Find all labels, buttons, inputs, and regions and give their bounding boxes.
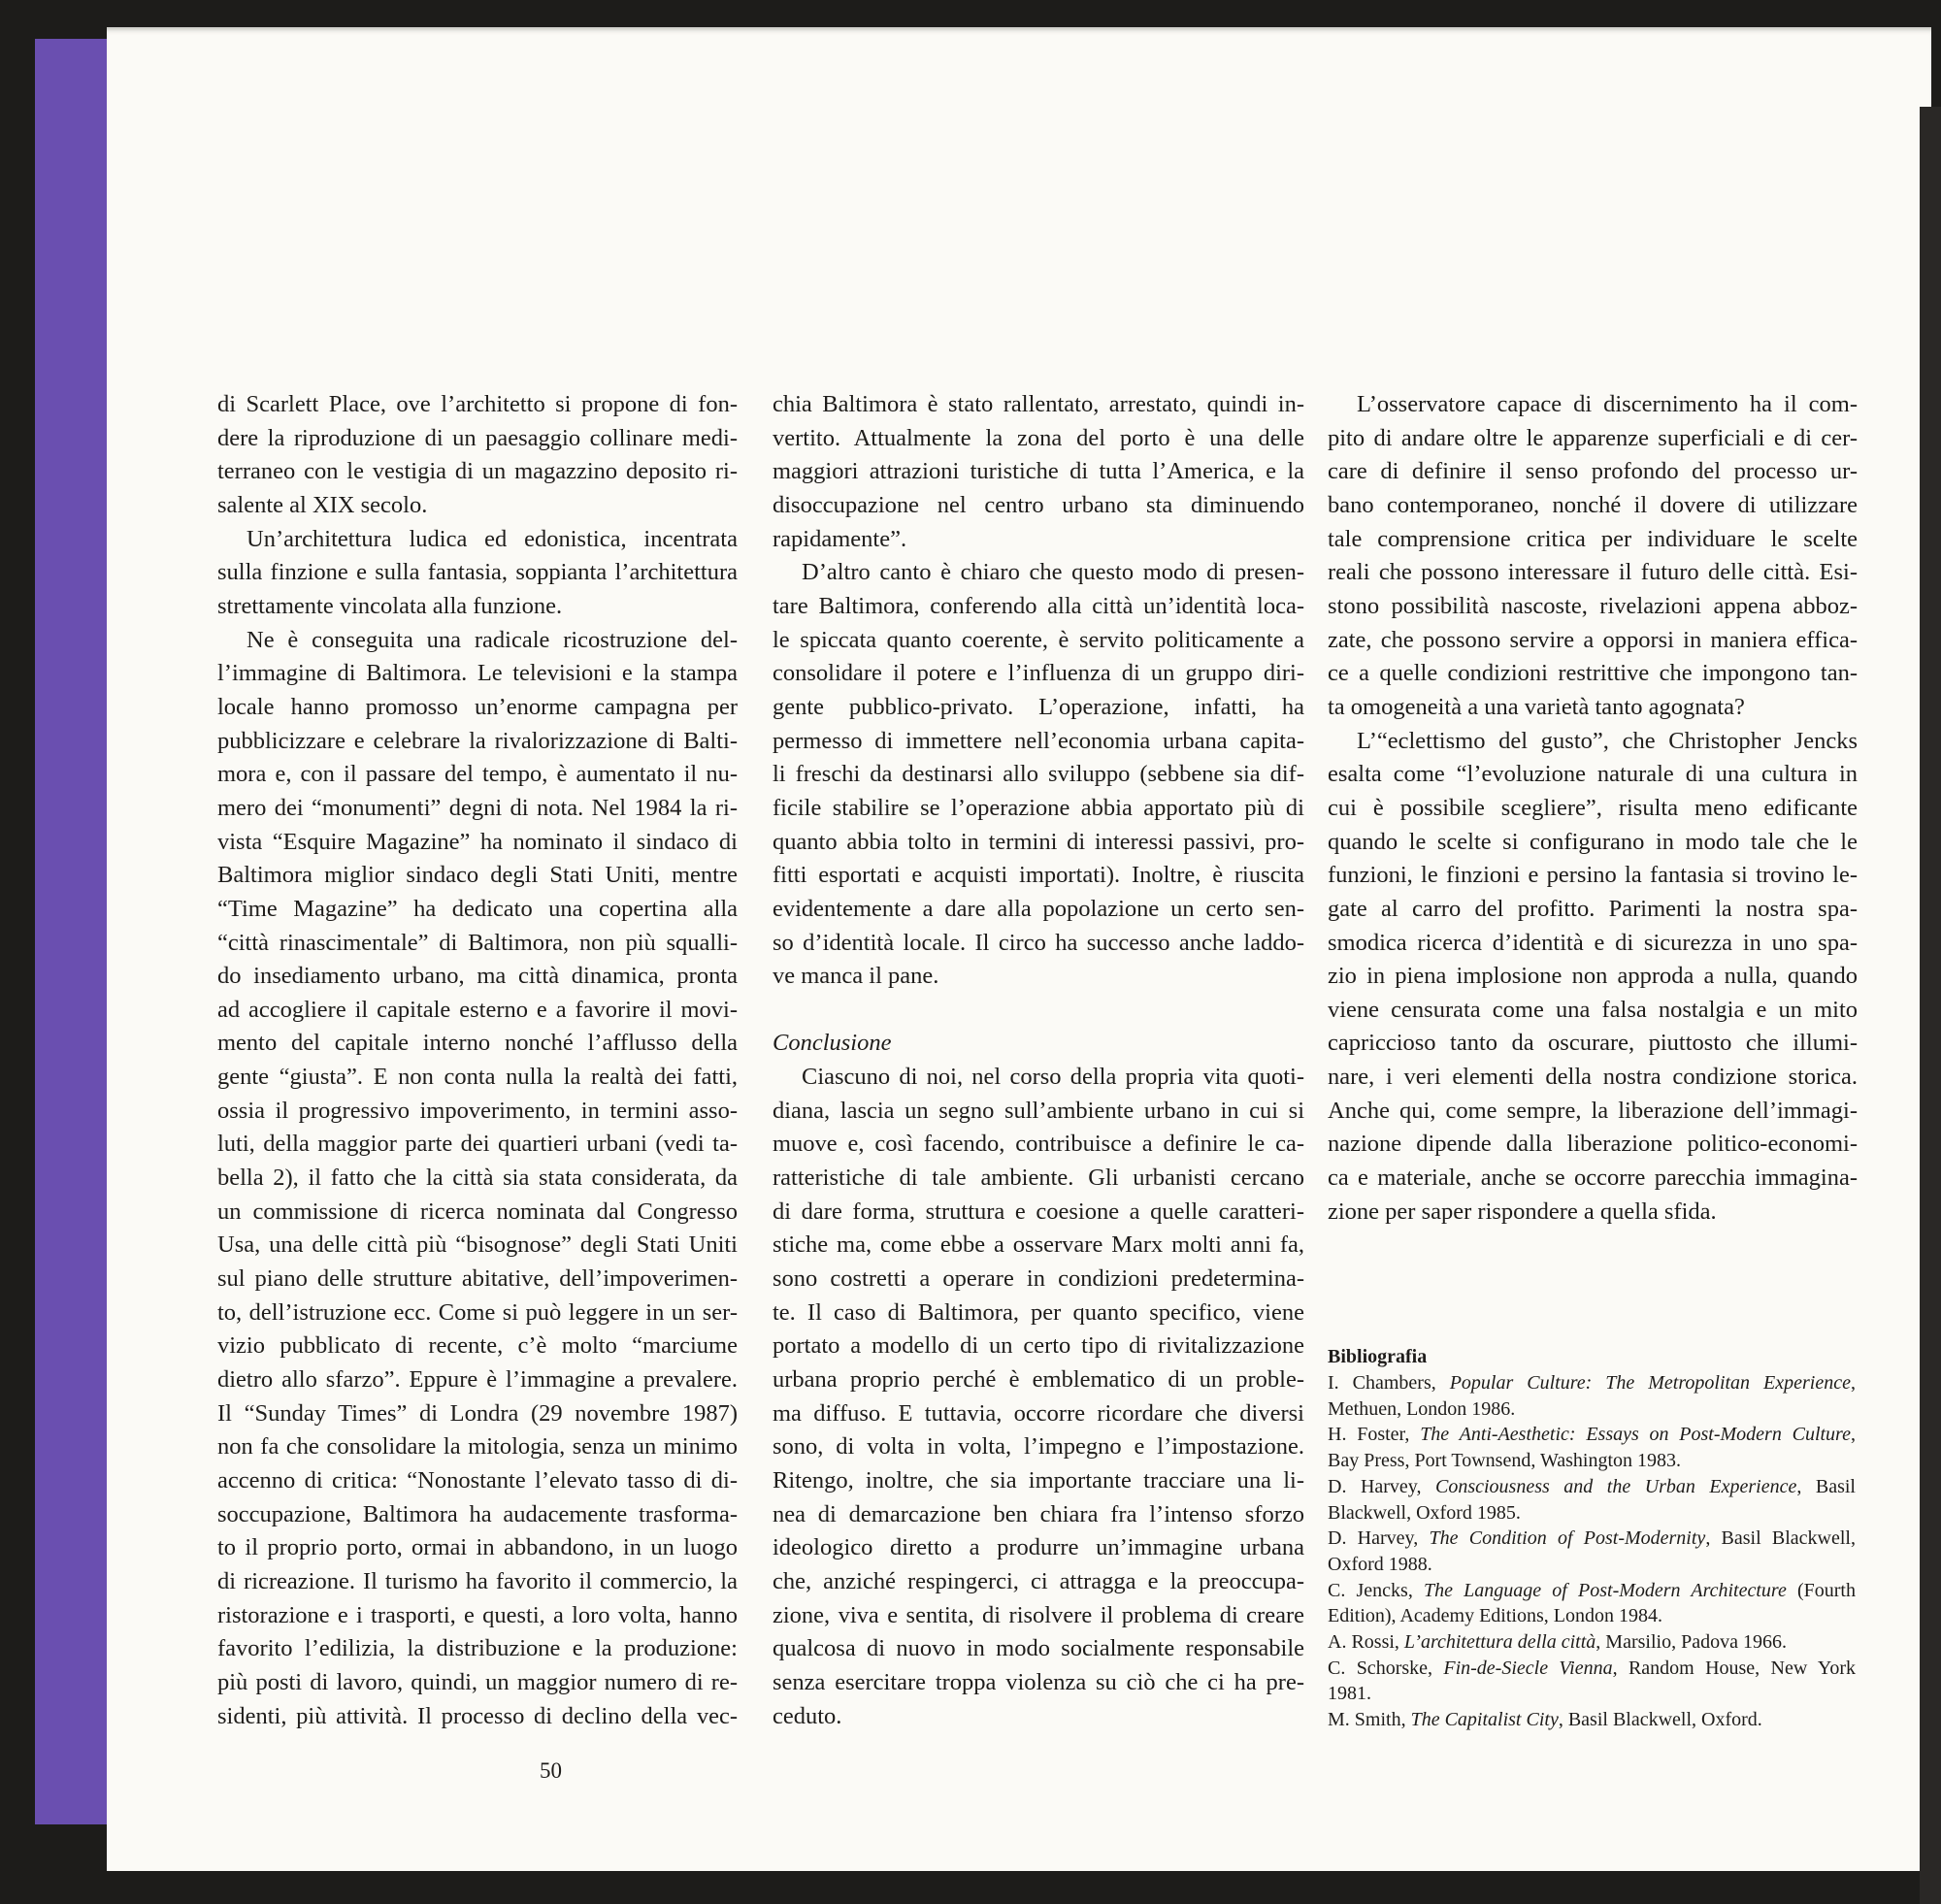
bibliography-line <box>1328 1681 1856 1707</box>
citation-text: (Fourth <box>1786 1579 1856 1601</box>
text-line: ad accogliere il capitale esterno e a favorire il movi- <box>217 996 738 1023</box>
book-title: Popular Culture: The Metropolitan Experience <box>1449 1372 1851 1394</box>
text-line: funzioni, le finzioni e persino la fantasia si trovino le- <box>1328 862 1858 889</box>
text-line: Baltimora miglior sindaco degli Stati Uniti, mentre <box>217 862 738 889</box>
text-line: gente pubblico-privato. L’operazione, infatti, ha <box>773 693 1304 720</box>
text-line: vista “Esquire Magazine” ha nominato il sindaco di <box>217 828 738 855</box>
text-line: sono, di volta in volta, l’impegno e l’impostazione. <box>773 1433 1304 1461</box>
text-line: Usa, una delle città più “bisognose” degli Stati Uniti <box>217 1231 738 1259</box>
text-line: mento del capitale interno nonché l’afflusso della <box>217 1030 738 1057</box>
citation-text: A. Rossi, <box>1328 1631 1404 1654</box>
text-line: nea di demarcazione ben chiara fra l’intenso sforzo <box>773 1500 1304 1527</box>
text-line: evidentemente a dare alla popolazione un certo sen- <box>773 895 1304 922</box>
citation-text: , Random House, New York <box>1612 1657 1856 1679</box>
text-line: muove e, così facendo, contribuisce a definire le ca- <box>773 1131 1304 1158</box>
text-line: gate al carro del profitto. Parimenti la nostra spa- <box>1328 895 1858 922</box>
text-line: zione, viva e sentita, di risolvere il problema di creare <box>773 1601 1304 1628</box>
text-line: di dare forma, struttura e coesione a quelle caratteri- <box>773 1198 1304 1225</box>
text-line: qualcosa di nuovo in modo socialmente responsabile <box>773 1635 1304 1662</box>
text-line: pubblicizzare e celebrare la rivalorizzazione di Balti- <box>217 727 738 754</box>
citation-text: , Basil Blackwell, Oxford. <box>1558 1709 1762 1731</box>
bibliography-line <box>1328 1422 1856 1448</box>
citation-text: , Basil <box>1796 1475 1856 1497</box>
text-line: gente “giusta”. E non conta nulla la realtà dei fatti, <box>217 1064 738 1091</box>
text-line: vizio pubblicato di recente, c’è molto “marciume <box>217 1332 738 1360</box>
bibliography-line <box>1328 1448 1856 1474</box>
text-line: “Time Magazine” ha dedicato una copertina alla <box>217 895 738 922</box>
text-line: tale comprensione critica per individuare le scelte <box>1328 525 1858 552</box>
text-line: to, dell’istruzione ecc. Come si può leggere in un ser- <box>217 1298 738 1326</box>
text-line: di ricreazione. Il turismo ha favorito il commercio, la <box>217 1567 738 1594</box>
text-line: Ne è conseguita una radicale ricostruzione del- <box>247 626 738 653</box>
text-line: te. Il caso di Baltimora, per quanto specifico, viene <box>773 1298 1304 1326</box>
text-line: bano contemporaneo, nonché il dovere di utilizzare <box>1328 491 1858 518</box>
citation-text: Bay Press, Port Townsend, Washington 1983. <box>1328 1450 1682 1472</box>
section-heading: Conclusione <box>773 1030 892 1057</box>
citation-text: H. Foster, <box>1328 1424 1421 1446</box>
text-line: chia Baltimora è stato rallentato, arrestato, quindi in- <box>773 391 1304 417</box>
text-line: L’“eclettismo del gusto”, che Christopher Jencks <box>1357 727 1858 754</box>
text-line: Anche qui, come sempre, la liberazione dell’immagi- <box>1328 1097 1858 1124</box>
bibliography-line <box>1328 1578 1856 1604</box>
text-line: diana, lascia un segno sull’ambiente urbano in cui si <box>773 1097 1304 1124</box>
text-line: stiche ma, come ebbe a osservare Marx molti anni fa, <box>773 1231 1304 1259</box>
text-line: bella 2), il fatto che la città sia stata considerata, da <box>217 1165 738 1192</box>
text-line: locale hanno promosso un’enorme campagna per <box>217 693 738 720</box>
text-line: Il “Sunday Times” di Londra (29 novembre 1987) <box>217 1399 738 1427</box>
text-line: favorito l’edilizia, la distribuzione e la produzione: <box>217 1635 738 1662</box>
citation-text: , Basil Blackwell, <box>1705 1527 1856 1550</box>
text-line: luti, della maggior parte dei quartieri urbani (vedi ta- <box>217 1131 738 1158</box>
text-line: zione per saper rispondere a quella sfida. <box>1328 1198 1717 1225</box>
bibliography-line <box>1328 1526 1856 1552</box>
text-line: Ciascuno di noi, nel corso della propria vita quoti- <box>802 1064 1304 1091</box>
book-spine-shadow <box>1920 107 1941 1904</box>
text-line: li freschi da destinarsi allo sviluppo (sebbene sia dif- <box>773 761 1304 788</box>
text-column-2 <box>773 388 1304 1733</box>
text-line: senza esercitare troppa violenza su ciò che ci ha pre- <box>773 1668 1304 1695</box>
citation-text: Oxford 1988. <box>1328 1553 1432 1575</box>
text-line: ta omogeneità a una varietà tanto agognata? <box>1328 693 1745 720</box>
text-line: Ritengo, inoltre, che sia importante tracciare una li- <box>773 1467 1304 1494</box>
citation-text: D. Harvey, <box>1328 1475 1435 1497</box>
book-title: The Condition of Post-Modernity <box>1429 1527 1706 1550</box>
text-line: pito di andare oltre le apparenze superficiali e di cer- <box>1328 424 1858 451</box>
text-line: disoccupazione nel centro urbano sta diminuendo <box>773 491 1304 518</box>
text-line: soccupazione, Baltimora ha audacemente trasforma- <box>217 1500 738 1527</box>
citation-text: , <box>1850 1372 1856 1394</box>
text-line: tare Baltimora, conferendo alla città un’identità loca- <box>773 592 1304 619</box>
book-title: The Language of Post-Modern Architecture <box>1423 1579 1787 1601</box>
text-line: Un’architettura ludica ed edonistica, incentrata <box>247 525 738 552</box>
citation-text: C. Schorske, <box>1328 1657 1444 1679</box>
text-line: ve manca il pane. <box>773 963 939 990</box>
text-line: L’osservatore capace di discernimento ha il com- <box>1357 391 1858 417</box>
text-line: viene censurata come una falsa nostalgia e un mito <box>1328 996 1858 1023</box>
text-line: ratteristiche di tale ambiente. Gli urbanisti cercano <box>773 1165 1304 1192</box>
text-line: so d’identità locale. Il circo ha successo anche laddo- <box>773 929 1304 956</box>
text-line: mero dei “monumenti” degni di nota. Nel 1984 la ri- <box>217 794 738 821</box>
bibliography-line <box>1328 1656 1856 1682</box>
text-line: ca e materiale, anche se occorre parecchia immagina- <box>1328 1165 1858 1192</box>
bibliography-heading: Bibliografia <box>1328 1346 1428 1367</box>
text-line: quando le scelte si configurano in modo tale che le <box>1328 828 1858 855</box>
text-line: ristorazione e i trasporti, e questi, a loro volta, hanno <box>217 1601 738 1628</box>
book-title: The Capitalist City <box>1410 1709 1559 1731</box>
citation-text: Edition), Academy Editions, London 1984. <box>1328 1605 1662 1627</box>
text-line: capriccioso tanto da oscurare, piuttosto che illumi- <box>1328 1030 1858 1057</box>
bibliography-line <box>1328 1474 1856 1500</box>
bibliography <box>1328 1344 1856 1733</box>
text-line: ceduto. <box>773 1702 842 1729</box>
citation-text: Methuen, London 1986. <box>1328 1397 1516 1420</box>
citation-text: D. Harvey, <box>1328 1527 1430 1550</box>
text-line: “città rinascimentale” di Baltimora, non più squalli- <box>217 929 738 956</box>
text-line: ficile stabilire se l’operazione abbia apportato più di <box>773 794 1304 821</box>
text-line: urbana proprio perché è emblematico di un proble- <box>773 1366 1304 1394</box>
text-line: ma diffuso. E tuttavia, occorre ricordare che diversi <box>773 1399 1304 1427</box>
text-line: sono costretti a operare in condizioni predetermina- <box>773 1265 1304 1293</box>
bibliography-line <box>1328 1603 1856 1629</box>
text-line: zate, che possono servire a opporsi in maniera effica- <box>1328 626 1858 653</box>
text-line: un commissione di ricerca nominata dal Congresso <box>217 1198 738 1225</box>
text-line: portato a modello di un certo tipo di rivitalizzazione <box>773 1332 1304 1360</box>
citation-text: M. Smith, <box>1328 1709 1411 1731</box>
text-line: ce a quelle condizioni restrittive che impongono tan- <box>1328 660 1858 687</box>
bibliography-line <box>1328 1500 1856 1526</box>
text-line: dietro allo sfarzo”. Eppure è l’immagine a prevalere. <box>217 1366 738 1394</box>
text-line: rapidamente”. <box>773 525 907 552</box>
text-line: care di definire il senso profondo del processo ur- <box>1328 458 1858 485</box>
book-title: The Anti-Aesthetic: Essays on Post-Modern Culture <box>1420 1424 1851 1446</box>
text-line: nare, i veri elementi della nostra condizione storica. <box>1328 1064 1858 1091</box>
citation-text: Blackwell, Oxford 1985. <box>1328 1501 1521 1524</box>
bibliography-line <box>1328 1629 1856 1656</box>
text-line: sulla finzione e sulla fantasia, soppianta l’architettura <box>217 559 738 586</box>
bibliography-line <box>1328 1552 1856 1578</box>
text-line: dere la riproduzione di un paesaggio collinare medi- <box>217 424 738 451</box>
page-number: 50 <box>540 1758 562 1783</box>
text-line: ideologico diretto a produrre un’immagine urbana <box>773 1534 1304 1561</box>
text-line: stono possibilità nascoste, rivelazioni appena abboz- <box>1328 592 1858 619</box>
text-line: le spiccata quanto coerente, è servito politicamente a <box>773 626 1304 653</box>
bibliography-line <box>1328 1370 1856 1396</box>
text-line: consolidare il potere e l’influenza di un gruppo diri- <box>773 660 1304 687</box>
text-line: ossia il progressivo impoverimento, in termini asso- <box>217 1097 738 1124</box>
text-line: che, anziché respingerci, ci attragga e la preoccupa- <box>773 1567 1304 1594</box>
text-line: non fa che consolidare la mitologia, senza un minimo <box>217 1433 738 1461</box>
book-title: L’architettura della città <box>1403 1631 1596 1654</box>
citation-text: , Marsilio, Padova 1966. <box>1596 1631 1787 1654</box>
book-cover-edge <box>35 39 113 1824</box>
text-line: permesso di immettere nell’economia urbana capita- <box>773 727 1304 754</box>
book-title: Consciousness and the Urban Experience <box>1435 1475 1797 1497</box>
text-line: nazione dipende dalla liberazione politico-economi- <box>1328 1131 1858 1158</box>
text-line: fitti esportati e acquisti importati). Inoltre, è riuscita <box>773 862 1304 889</box>
text-line: accenno di critica: “Nonostante l’elevato tasso di di- <box>217 1467 738 1494</box>
citation-text: I. Chambers, <box>1328 1372 1450 1394</box>
citation-text: 1981. <box>1328 1683 1371 1705</box>
text-line: l’immagine di Baltimora. Le televisioni e la stampa <box>217 660 738 687</box>
text-line: zio in piena implosione non approda a nulla, quando <box>1328 963 1858 990</box>
text-line: smodica ricerca d’identità e di sicurezza in uno spa- <box>1328 929 1858 956</box>
text-line: do insediamento urbano, ma città dinamica, pronta <box>217 963 738 990</box>
bibliography-line <box>1328 1707 1856 1733</box>
citation-text: C. Jencks, <box>1328 1579 1424 1601</box>
text-line: maggiori attrazioni turistiche di tutta l’America, e la <box>773 458 1304 485</box>
text-line: di Scarlett Place, ove l’architetto si propone di fon- <box>217 391 738 417</box>
text-line: salente al XIX secolo. <box>217 491 428 518</box>
text-line: vertito. Attualmente la zona del porto è una delle <box>773 424 1304 451</box>
bibliography-line <box>1328 1396 1856 1423</box>
book-title: Fin-de-Siecle Vienna <box>1443 1657 1613 1679</box>
text-line <box>773 994 1304 1028</box>
text-column-1 <box>217 388 738 1733</box>
text-line: quanto abbia tolto in termini di interessi passivi, pro- <box>773 828 1304 855</box>
text-line: reali che possono interessare il futuro delle città. Esi- <box>1328 559 1858 586</box>
text-line: esalta come “l’evoluzione naturale di una cultura in <box>1328 761 1858 788</box>
text-line: sul piano delle strutture abitative, dell’impoverimen- <box>217 1265 738 1293</box>
text-line: strettamente vincolata alla funzione. <box>217 592 563 619</box>
text-line: mora e, con il passare del tempo, è aumentato il nu- <box>217 761 738 788</box>
citation-text: , <box>1850 1424 1856 1446</box>
text-column-3 <box>1328 388 1858 1229</box>
text-line: sidenti, più attività. Il processo di declino della vec- <box>217 1702 738 1729</box>
text-line: terraneo con le vestigia di un magazzino deposito ri- <box>217 458 738 485</box>
text-line: D’altro canto è chiaro che questo modo di presen- <box>802 559 1304 586</box>
text-line: più posti di lavoro, quindi, un maggior numero di re- <box>217 1668 738 1695</box>
text-line: to il proprio porto, ormai in abbandono, in un luogo <box>217 1534 738 1561</box>
text-line: cui è possibile scegliere”, risulta meno edificante <box>1328 794 1858 821</box>
